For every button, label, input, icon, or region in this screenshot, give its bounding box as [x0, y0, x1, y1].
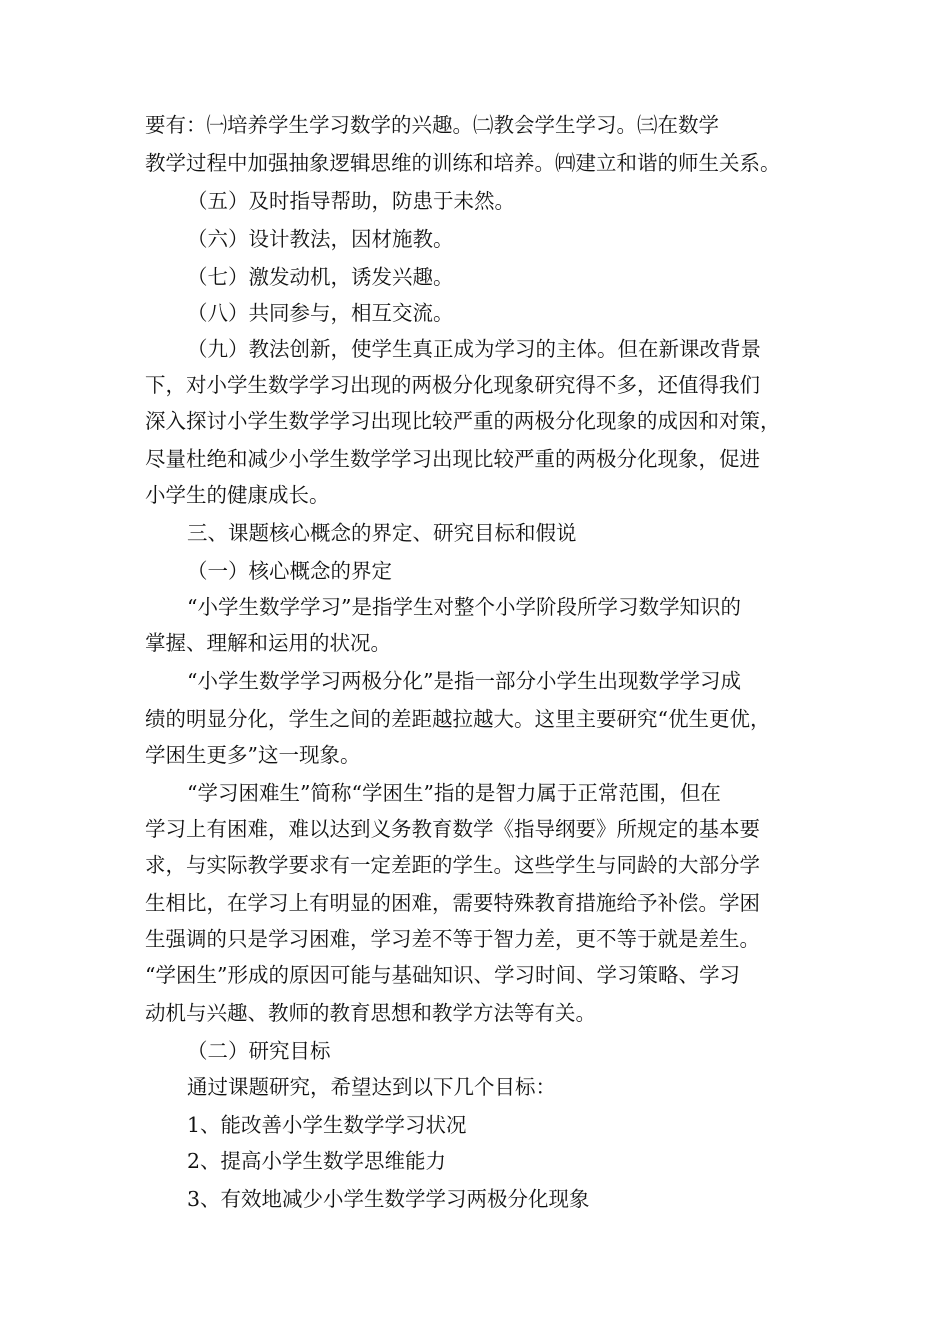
text-line: 深入探讨小学生数学学习出现比较严重的两极分化现象的成因和对策，: [145, 409, 781, 433]
text-line: “小学生数学学习两极分化”是指一部分小学生出现数学学习成: [187, 669, 741, 693]
text-line: 动机与兴趣、教师的教育思想和教学方法等有关。: [145, 1001, 596, 1025]
list-item: 3、有效地减少小学生数学学习两极分化现象: [187, 1187, 590, 1211]
text-line: 下，对小学生数学学习出现的两极分化现象研究得不多，还值得我们: [145, 373, 760, 397]
text-line: 生相比，在学习上有明显的困难，需要特殊教育措施给予补偿。学困: [145, 891, 760, 915]
text-line: “学困生”形成的原因可能与基础知识、学习时间、学习策略、学习: [145, 963, 740, 987]
list-item: （五）及时指导帮助，防患于未然。: [187, 189, 515, 213]
text-line: 尽量杜绝和减少小学生数学学习出现比较严重的两极分化现象，促进: [145, 447, 760, 471]
section-heading: 三、课题核心概念的界定、研究目标和假说: [187, 521, 577, 545]
subsection-heading: （一）核心概念的界定: [187, 559, 392, 583]
text-line: 小学生的健康成长。: [145, 483, 330, 507]
text-line: “小学生数学学习”是指学生对整个小学阶段所学习数学知识的: [187, 595, 741, 619]
text-line: 求，与实际教学要求有一定差距的学生。这些学生与同龄的大部分学: [145, 853, 760, 877]
list-item: 2、提高小学生数学思维能力: [187, 1149, 447, 1173]
list-item: （七）激发动机，诱发兴趣。: [187, 265, 454, 289]
text-line: 生强调的只是学习困难，学习差不等于智力差，更不等于就是差生。: [145, 927, 760, 951]
text-line: 通过课题研究，希望达到以下几个目标：: [187, 1075, 556, 1099]
list-item: （八）共同参与，相互交流。: [187, 301, 454, 325]
text-line: 要有：㈠培养学生学习数学的兴趣。㈡教会学生学习。㈢在数学: [145, 113, 719, 137]
text-line: 绩的明显分化，学生之间的差距越拉越大。这里主要研究“优生更优，: [145, 707, 771, 731]
text-line: 教学过程中加强抽象逻辑思维的训练和培养。㈣建立和谐的师生关系。: [145, 151, 781, 175]
subsection-heading: （二）研究目标: [187, 1039, 331, 1063]
text-line: 学习上有困难，难以达到义务教育数学《指导纲要》所规定的基本要: [145, 817, 760, 841]
list-item: （九）教法创新，使学生真正成为学习的主体。但在新课改背景: [187, 337, 761, 361]
text-line: “学习困难生”简称“学困生”指的是智力属于正常范围，但在: [187, 781, 721, 805]
text-line: 学困生更多”这一现象。: [145, 743, 361, 767]
text-line: 掌握、理解和运用的状况。: [145, 631, 391, 655]
list-item: （六）设计教法，因材施教。: [187, 227, 454, 251]
list-item: 1、能改善小学生数学学习状况: [187, 1113, 467, 1137]
